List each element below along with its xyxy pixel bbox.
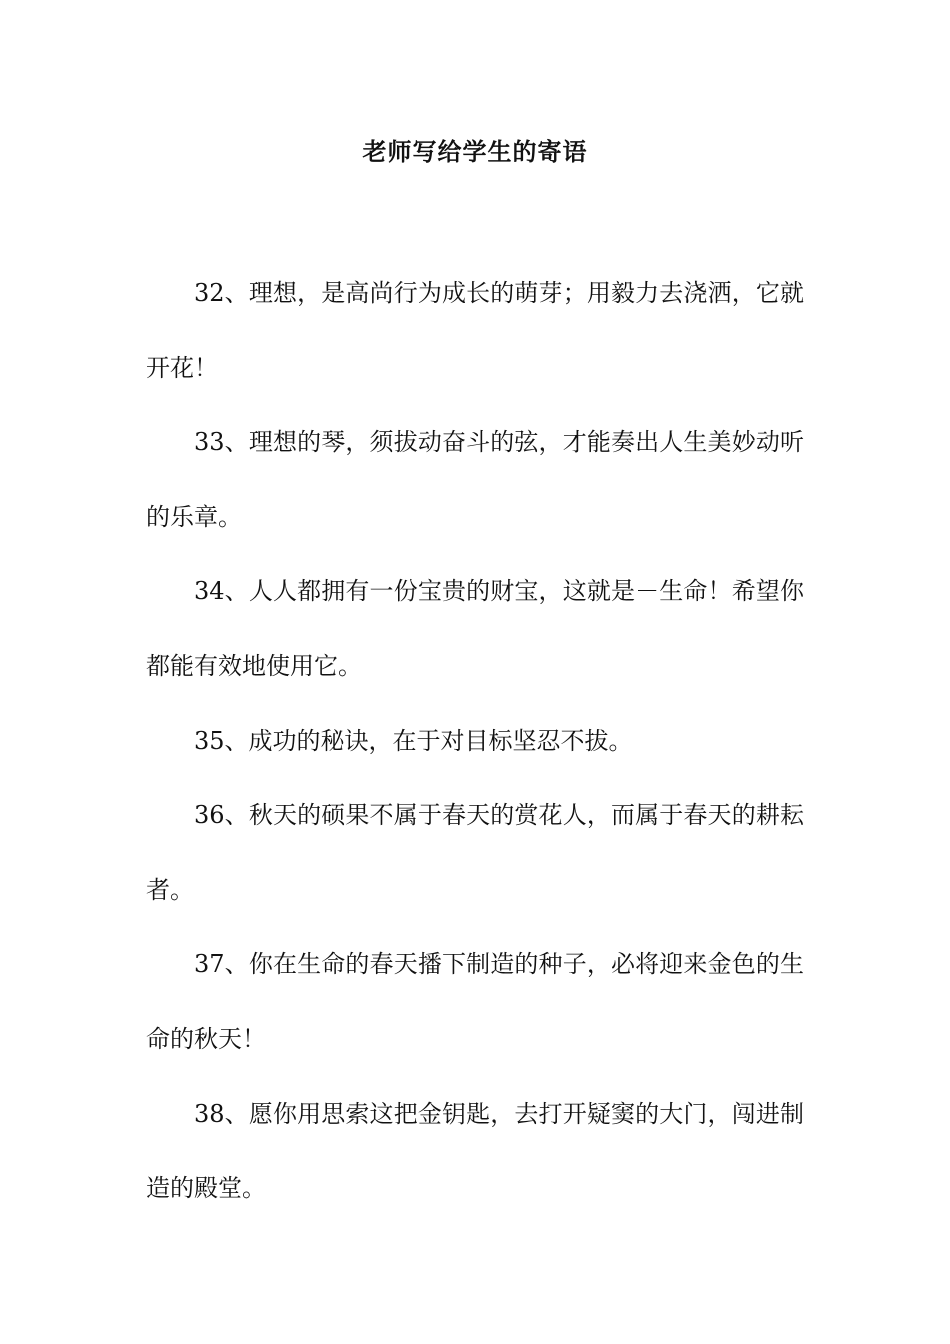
paragraph-34: 34、人人都拥有一份宝贵的财宝，这就是－生命！希望你都能有效地使用它。 [146,577,804,680]
paragraph-38: 38、愿你用思索这把金钥匙，去打开疑窦的大门，闯进制造的殿堂。 [146,1099,804,1203]
paragraph-37: 37、你在生命的春天播下制造的种子，必将迎来金色的生命的秋天！ [146,950,804,1053]
paragraph-33: 33、理想的琴，须拔动奋斗的弦，才能奏出人生美妙动听的乐章。 [146,428,804,531]
paragraph-36: 36、秋天的硕果不属于春天的赏花人，而属于春天的耕耘者。 [146,801,804,904]
paragraph-32: 32、理想，是高尚行为成长的萌芽；用毅力去浇洒，它就开花！ [146,279,804,382]
page-title: 老师写给学生的寄语 [362,137,588,166]
paragraph-35: 35、成功的秘诀，在于对目标坚忍不拔。 [194,726,633,755]
document-body [146,256,804,1226]
